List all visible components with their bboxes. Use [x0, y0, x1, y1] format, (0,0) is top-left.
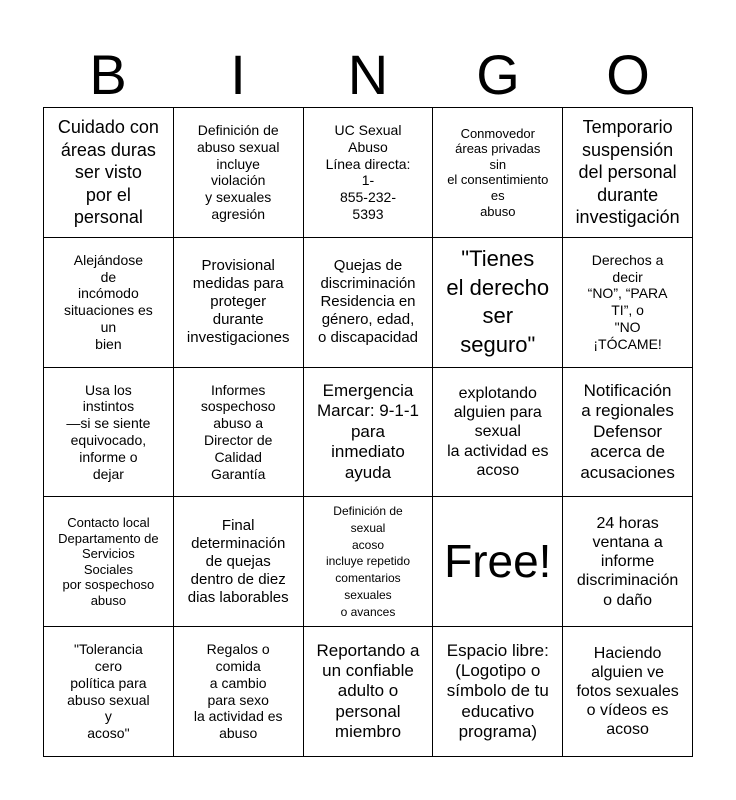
bingo-cell[interactable]: Conmovedor áreas privadas sin el consentimiento es abuso: [433, 108, 563, 238]
bingo-cell[interactable]: "Tienes el derecho ser seguro": [433, 238, 563, 368]
bingo-cell[interactable]: "Tolerancia cero política para abuso sexual y acoso": [44, 627, 174, 757]
bingo-cell[interactable]: Alejándose de incómodo situaciones es un bien: [44, 238, 174, 368]
bingo-cell[interactable]: explotando alguien para sexual la actividad es acoso: [433, 368, 563, 498]
bingo-cell[interactable]: Reportando a un confiable adulto o personal miembro: [304, 627, 434, 757]
bingo-cell[interactable]: Final determinación de quejas dentro de diez dias laborables: [174, 497, 304, 627]
header-letter-b: B: [89, 43, 127, 106]
bingo-cell[interactable]: Quejas de discriminación Residencia en género, edad, o discapacidad: [304, 238, 434, 368]
bingo-cell[interactable]: UC Sexual Abuso Línea directa: 1- 855-232- 5393: [304, 108, 434, 238]
bingo-cell[interactable]: Definición de abuso sexual incluye violación y sexuales agresión: [174, 108, 304, 238]
header-letter-n: N: [347, 43, 389, 106]
bingo-cell[interactable]: Usa los instintos —si se siente equivocado, informe o dejar: [44, 368, 174, 498]
bingo-cell[interactable]: Definición de sexual acoso incluye repetido comentarios sexuales o avances: [304, 497, 434, 627]
bingo-header: [43, 42, 693, 108]
bingo-cell[interactable]: Temporario suspensión del personal durante investigación: [563, 108, 693, 238]
bingo-cell[interactable]: Cuidado con áreas duras ser visto por el personal: [44, 108, 174, 238]
bingo-cell-free[interactable]: Free!: [433, 497, 563, 627]
bingo-cell[interactable]: Espacio libre: (Logotipo o símbolo de tu educativo programa): [433, 627, 563, 757]
bingo-cell[interactable]: Contacto local Departamento de Servicios Sociales por sospechoso abuso: [44, 497, 174, 627]
bingo-cell[interactable]: Regalos o comida a cambio para sexo la actividad es abuso: [174, 627, 304, 757]
bingo-cell[interactable]: Informes sospechoso abuso a Director de Calidad Garantía: [174, 368, 304, 498]
bingo-cell[interactable]: Emergencia Marcar: 9-1-1 para inmediato ayuda: [304, 368, 434, 498]
bingo-cell[interactable]: 24 horas ventana a informe discriminación o daño: [563, 497, 693, 627]
header-letter-o: O: [606, 43, 650, 106]
header-letter-g: G: [476, 43, 520, 106]
bingo-cell[interactable]: Haciendo alguien ve fotos sexuales o vídeos es acoso: [563, 627, 693, 757]
bingo-cell[interactable]: Notificación a regionales Defensor acerca de acusaciones: [563, 368, 693, 498]
bingo-grid: [43, 107, 693, 757]
header-letter-i: I: [230, 43, 246, 106]
bingo-cell[interactable]: Derechos a decir “NO”, “PARA TI”, o "NO ¡TÓCAME!: [563, 238, 693, 368]
bingo-cell[interactable]: Provisional medidas para proteger durante investigaciones: [174, 238, 304, 368]
